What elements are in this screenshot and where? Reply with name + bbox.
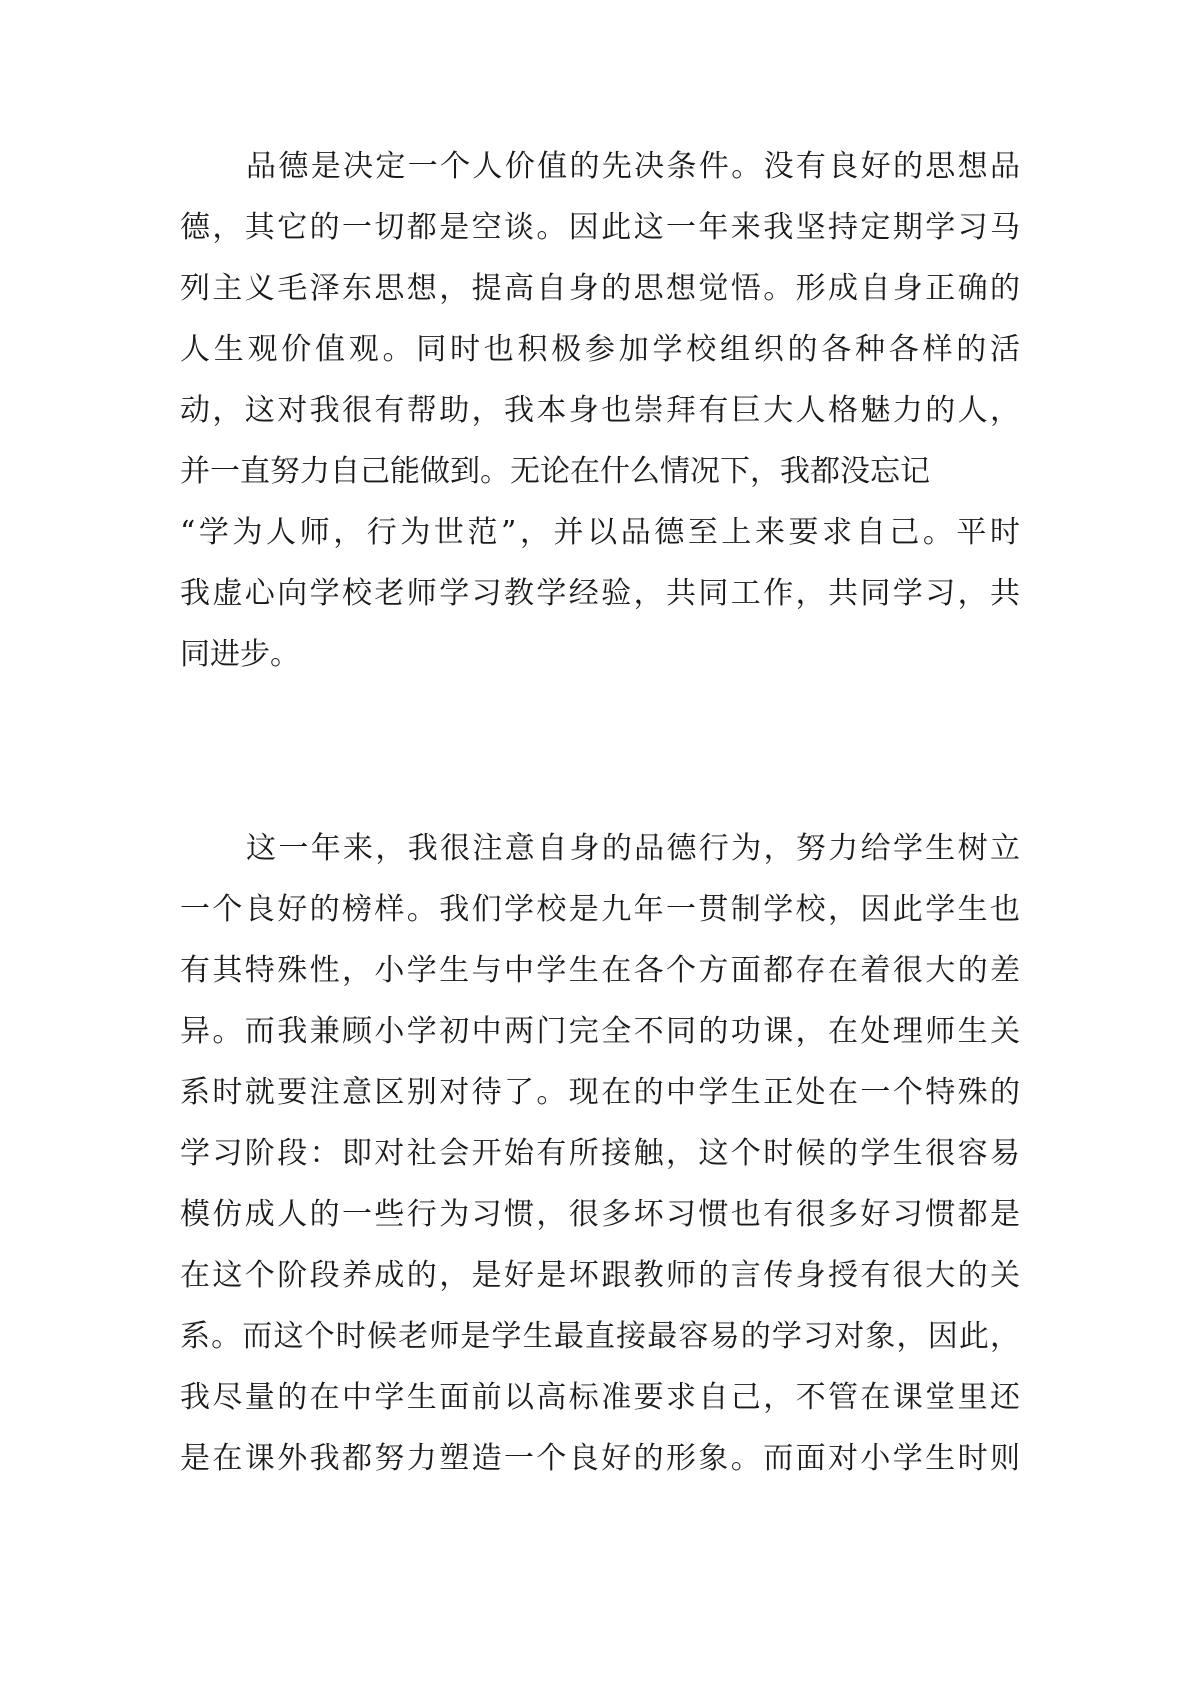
paragraph-line: 在这个阶段养成的，是好是坏跟教师的言传身授有很大的关 xyxy=(180,1258,1020,1293)
paragraph-line: 有其特殊性，小学生与中学生在各个方面都存在着很大的差 xyxy=(180,953,1020,988)
paragraph-line: 异。而我兼顾小学初中两门完全不同的功课，在处理师生关 xyxy=(180,1014,1020,1049)
paragraph-line: 学习阶段：即对社会开始有所接触，这个时候的学生很容易 xyxy=(180,1136,1020,1171)
paragraph-line: 系。而这个时候老师是学生最直接最容易的学习对象，因此， xyxy=(180,1319,1020,1354)
paragraph-line: 我虚心向学校老师学习教学经验，共同工作，共同学习，共 xyxy=(180,576,1020,611)
paragraph-line: “学为人师，行为世范”，并以品德至上来要求自己。平时 xyxy=(180,515,1020,550)
paragraph-line: 这一年来，我很注意自身的品德行为，努力给学生树立 xyxy=(246,831,1020,866)
paragraph-line: 德，其它的一切都是空谈。因此这一年来我坚持定期学习马 xyxy=(180,210,1020,245)
paragraph-line: 人生观价值观。同时也积极参加学校组织的各种各样的活 xyxy=(180,332,1020,367)
paragraph-line: 一个良好的榜样。我们学校是九年一贯制学校，因此学生也 xyxy=(180,892,1020,927)
paragraph-line: 是在课外我都努力塑造一个良好的形象。而面对小学生时则 xyxy=(180,1441,1020,1476)
paragraph-line: 模仿成人的一些行为习惯，很多坏习惯也有很多好习惯都是 xyxy=(180,1197,1020,1232)
paragraph-line: 列主义毛泽东思想，提高自身的思想觉悟。形成自身正确的 xyxy=(180,271,1020,306)
paragraph-line: 我尽量的在中学生面前以高标准要求自己，不管在课堂里还 xyxy=(180,1380,1020,1415)
paragraph-line: 系时就要注意区别对待了。现在的中学生正处在一个特殊的 xyxy=(180,1075,1020,1110)
paragraph-line: 动，这对我很有帮助，我本身也崇拜有巨大人格魅力的人， xyxy=(180,393,1020,428)
paragraph-line: 品德是决定一个人价值的先决条件。没有良好的思想品 xyxy=(246,149,1020,184)
paragraph-line: 并一直努力自己能做到。无论在什么情况下，我都没忘记 xyxy=(180,454,930,489)
paragraph-line: 同进步。 xyxy=(180,637,300,672)
